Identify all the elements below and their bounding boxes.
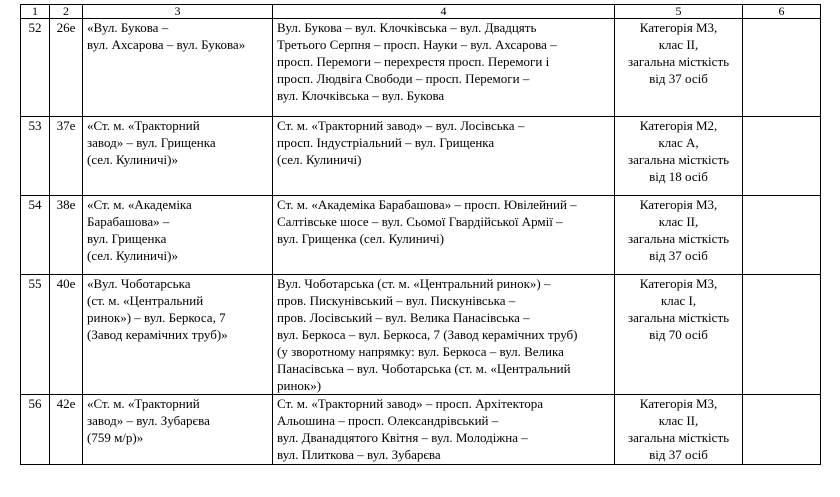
row-number-cell: 52 [21,19,50,117]
vehicle-category-cell-line: загальна місткість [627,430,730,445]
route-path-cell-line: Альошина – просп. Олександрівський – [277,413,499,428]
route-code-cell: 42е [50,395,83,465]
vehicle-category-cell-line: Категорія М2, [639,118,718,133]
vehicle-category-cell-line: Категорія М3, [639,197,718,212]
route-name-cell-line: «Ст. м. «Тракторний [87,396,200,411]
route-name-cell-line: «Ст. м. «Тракторний [87,118,200,133]
route-path-cell-line: Третього Серпня – просп. Науки – вул. Ахсарова – [277,37,557,52]
header-row [21,5,821,19]
route-name-cell [83,395,273,465]
route-path-cell-line: пров. Лосівський – вул. Велика Панасівська – [277,310,530,325]
table-row [21,196,821,275]
route-path-cell-line: ринок») [277,378,322,393]
route-name-cell-line: (сел. Кулиничі)» [87,152,178,167]
row-number-cell: 54 [21,196,50,275]
route-code-cell: 26е [50,19,83,117]
note-cell [743,395,821,465]
route-code-cell: 37е [50,117,83,196]
route-name-cell [83,196,273,275]
vehicle-category-cell-line: Категорія М3, [639,276,718,291]
route-path-cell-line: Вул. Букова – вул. Клочківська – вул. Двадцять [277,20,537,35]
route-path-cell [273,117,615,196]
note-cell [743,117,821,196]
route-path-cell-line: вул. Беркоса – вул. Беркоса, 7 (Завод керамічних труб) [277,327,578,342]
vehicle-category-cell [615,19,743,117]
vehicle-category-cell [615,395,743,465]
route-path-cell-line: вул. Дванадцятого Квітня – вул. Молодіжна – [277,430,528,445]
route-code-cell: 40е [50,275,83,395]
table-row [21,275,821,395]
vehicle-category-cell-line: Категорія М3, [639,20,718,35]
route-name-cell-line: вул. Грищенка [87,231,167,246]
vehicle-category-cell-line: клас ІІ, [658,413,699,428]
route-path-cell-line: пров. Пискунівський – вул. Пискунівська – [277,293,516,308]
route-name-cell-line: завод» – вул. Зубарєва [87,413,210,428]
route-path-cell-line: вул. Плиткова – вул. Зубарєва [277,447,441,462]
vehicle-category-cell-line: загальна місткість [627,152,730,167]
header-cell: 1 [21,5,50,19]
route-name-cell [83,275,273,395]
vehicle-category-cell-line: від 18 осіб [649,169,708,184]
route-name-cell-line: ринок») – вул. Беркоса, 7 [87,310,226,325]
header-cell: 4 [273,5,615,19]
vehicle-category-cell [615,275,743,395]
row-number-cell: 55 [21,275,50,395]
route-path-cell [273,196,615,275]
route-path-cell-line: (сел. Кулиничі) [277,152,362,167]
row-number-cell: 56 [21,395,50,465]
route-name-cell-line: «Вул. Букова – [87,20,169,35]
route-path-cell-line: Ст. м. «Академіка Барабашова» – просп. Ювілейний – [277,197,577,212]
route-name-cell [83,117,273,196]
route-name-cell-line: (759 м/р)» [87,430,144,445]
vehicle-category-cell-line: загальна місткість [627,54,730,69]
route-name-cell-line: «Вул. Чоботарська [87,276,191,291]
route-path-cell-line: просп. Індустріальний – вул. Грищенка [277,135,495,150]
note-cell [743,196,821,275]
table-row [21,19,821,117]
route-path-cell-line: (у зворотному напрямку: вул. Беркоса – вул. Велика [277,344,564,359]
vehicle-category-cell-line: загальна місткість [627,310,730,325]
routes-table [20,4,821,465]
note-cell [743,19,821,117]
route-path-cell-line: Салтівське шосе – вул. Сьомої Гвардійської Армії – [277,214,563,229]
route-path-cell-line: просп. Людвіга Свободи – просп. Перемоги – [277,71,530,86]
vehicle-category-cell-line: клас ІІ, [658,214,699,229]
route-name-cell-line: вул. Ахсарова – вул. Букова» [87,37,246,52]
route-name-cell [83,19,273,117]
route-path-cell [273,19,615,117]
route-name-cell-line: «Ст. м. «Академіка [87,197,192,212]
route-code-cell: 38е [50,196,83,275]
header-cell: 2 [50,5,83,19]
route-path-cell [273,275,615,395]
route-path-cell-line: вул. Грищенка (сел. Кулиничі) [277,231,445,246]
route-name-cell-line: завод» – вул. Грищенка [87,135,216,150]
route-name-cell-line: (Завод керамічних труб)» [87,327,228,342]
vehicle-category-cell-line: від 37 осіб [649,71,708,86]
route-path-cell-line: Вул. Чоботарська (ст. м. «Центральний ринок») – [277,276,551,291]
route-path-cell-line: Ст. м. «Тракторний завод» – просп. Архітектора [277,396,543,411]
note-cell [743,275,821,395]
vehicle-category-cell-line: від 37 осіб [649,248,708,263]
route-name-cell-line: (ст. м. «Центральний [87,293,204,308]
routes-table-body [21,5,821,465]
vehicle-category-cell-line: від 70 осіб [649,327,708,342]
vehicle-category-cell-line: від 37 осіб [649,447,708,462]
table-row [21,395,821,465]
route-name-cell-line: (сел. Кулиничі)» [87,248,178,263]
header-cell: 3 [83,5,273,19]
route-path-cell-line: Ст. м. «Тракторний завод» – вул. Лосівська – [277,118,525,133]
vehicle-category-cell-line: клас І, [660,293,697,308]
route-path-cell-line: Панасівська – вул. Чоботарська (ст. м. «Центральний [277,361,571,376]
table-row [21,117,821,196]
vehicle-category-cell [615,196,743,275]
vehicle-category-cell-line: клас А, [658,135,699,150]
vehicle-category-cell-line: загальна місткість [627,231,730,246]
vehicle-category-cell-line: Категорія М3, [639,396,718,411]
header-cell: 6 [743,5,821,19]
route-path-cell-line: вул. Клочківська – вул. Букова [277,88,445,103]
row-number-cell: 53 [21,117,50,196]
route-path-cell-line: просп. Перемоги – перехрестя просп. Перемоги і [277,54,550,69]
header-cell: 5 [615,5,743,19]
route-name-cell-line: Барабашова» – [87,214,170,229]
vehicle-category-cell-line: клас ІІ, [658,37,699,52]
route-path-cell [273,395,615,465]
vehicle-category-cell [615,117,743,196]
